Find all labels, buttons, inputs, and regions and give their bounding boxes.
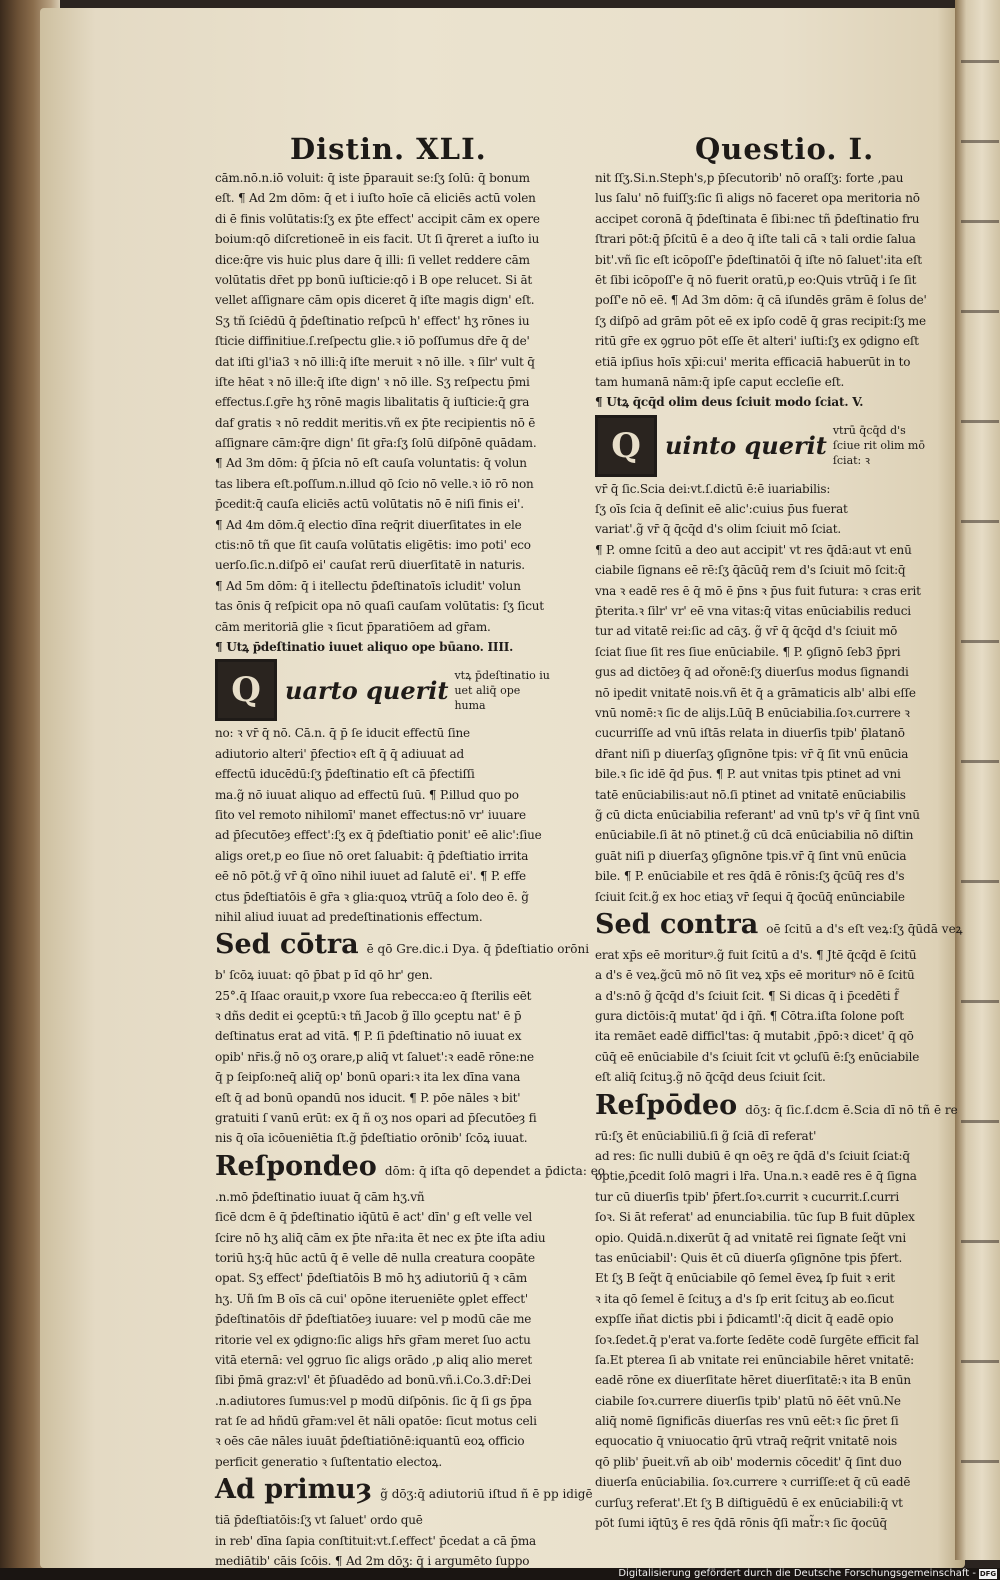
text-line: rat ſe ad hñdū gr̄am:vel ēt nāli opatōe: ſicut motus celi [215, 1414, 537, 1429]
text-line: ſtrari pōt:q̄ p̄ſcitū ē a deo q̄ iſte tali cā ꝛ tali ordie ſalua [595, 232, 916, 247]
text-line: perficit generatio ꝛ ſuſtentatio electoꝝ. [215, 1454, 442, 1469]
initial-rest: vtrū q̄cq̄d d's ſciue rit olim mō ſciat: ꝛ [832, 424, 925, 468]
ad-primum-line [215, 1474, 593, 1508]
text-line: ritū gr̄e ex ꝯgruo pōt eſſe ēt alteri' iuſti:ſʒ ex ꝯdigno eſt [595, 334, 919, 349]
text-line: aliq̄ nomē ſignificās diuerſas res vnū eēt:ꝛ ſic p̄ret ſi [595, 1414, 899, 1429]
text-line: 25°.q̄ Iſaac orauit,p vxore ſua rebecca:eo q̄ ſterilis eēt [215, 988, 532, 1003]
text-line: deſtinatus erat ad vitā. ¶ P. ſi p̄deſtinatio nō iuuat ex [215, 1029, 522, 1044]
text-line: optie,p̄cedit ſolō magri i lr̄a. Una.n.ꝛ eadē res ē q̄ ſigna [595, 1169, 917, 1184]
text-line: rū:ſʒ ēt enūciabiliū.ſi g̃ ſciā dī referat' [595, 1128, 817, 1143]
left-block-b [215, 723, 565, 927]
text-line: ſticie diffinitiue.ſ.reſpectu glie.ꝛ iō poſſumus dr̄e q̄ de' [215, 334, 530, 349]
sed-contra-line [595, 908, 963, 943]
text-line: ſito vel remoto nihilomī' manet effectus:nō vr' iuuare [215, 807, 526, 822]
text-line: cām meritoriā glie ꝛ ſicut p̄paratiōem ad gr̄am. [215, 619, 491, 634]
text-line: eſt q̄ ad bonū opandū nos iducit. ¶ P. pōe nāles ꝛ bit' [215, 1090, 521, 1105]
text-line: toriū hʒ:q̄ hūc actū q̄ ē velle dē nulla creatura coopāte [215, 1250, 535, 1265]
footer-bar [0, 1568, 1000, 1580]
text-line: a d's:nō g̃ q̄cq̄d d's ſciuit ſcit. ¶ Si dicas q̄ i p̄cedēti f̃ [595, 988, 899, 1003]
text-line: tatē enūciabilis:aut nō.ſi ptinet ad vnitatē enūciabilis [595, 787, 906, 802]
text-line: ¶ Ad 5m dōm: q̄ i itellectu p̄deſtinatoīs icludit' volun [215, 578, 521, 593]
right-block-c [595, 945, 945, 1088]
text-line: bit'.vñ ſic eſt icōpoſſ'e p̄deſtinatōi q̄ iſte nō ſaluet':ita eſt [595, 252, 922, 267]
text-line: ſciuit ſcit.g̃ ex hoc etiaʒ vr̄ ſequi q̄ q̄ocūq̄ enūnciabile [595, 889, 905, 904]
sed-contra-rest: ē qō Gre.dic.i Dya. q̄ p̄deſtiatio orōni [366, 942, 590, 957]
text-line: tas enūciabil': Quis ēt cū diuerſa ꝯſignōne tpis p̄fert. [595, 1250, 903, 1265]
text-line: enūciabile.ſi āt nō ptinet.g̃ cū dcā enūciabilia nō diſtin [595, 828, 914, 843]
question-heading: ¶ Utꝝ p̄deſtinatio iuuet aliquo ope būano. IIII. [215, 639, 514, 654]
respondeo-line [215, 1150, 606, 1185]
text-line: vr̄ q̄ ſic.Scia dei:vt.ſ.dictū ē:ē iuariabilis: [595, 481, 831, 496]
text-line: ꝛ ita qō ſemel ē ſcituʒ a d's ſp erit ſcituʒ ab eo.ſicut [595, 1291, 894, 1306]
text-line: vna ꝛ eadē res ē q̄ mō ē p̄ns ꝛ p̄us fuit futura: ꝛ cras erit [595, 583, 921, 598]
text-line: gratuiti ſ vanū erūt: ex q̄ ñ oʒ nos opari ad p̄ſecutōeȝ fi [215, 1111, 537, 1126]
initial-rest: vtꝝ p̄deſtinatio iu uet aliq̄ ope huma [454, 668, 550, 712]
text-line: vnū nomē:ꝛ ſic de alijs.Lūq̄ B enūciabilia.ſoꝛ.currere ꝛ [595, 705, 910, 720]
text-line: ſibi p̄mā graz:vl' ēt p̄ſuadēdo ad bonū.vñ.i.Co.3.dr̄:Dei [215, 1373, 532, 1388]
text-line: hʒ. Uñ ſm B oīs cā cui' opōne iterueniēte ꝯplet effect' [215, 1291, 528, 1306]
text-line: ad p̄ſecutōeȝ effect':ſʒ ex q̄ p̄deſtiatio ponit' eē alic':ſiue [215, 828, 542, 843]
text-line: vellet aſſignare cām opis diceret q̄ iſte magis dign' eſt. [215, 293, 535, 308]
text-line: dr̄ant niſi p diuerſaʒ ꝯſignōne tpis: vr̄ q̄ ſit vnū enūcia [595, 746, 909, 761]
text-line: uerſo.ſic.n.diſpō ei' cauſat rerū diuerſitatē in naturis. [215, 558, 525, 573]
text-line: Et ſʒ B ſeq̃t q̄ enūciabile qō ſemel ēveꝝ ſp fuit ꝛ erit [595, 1271, 895, 1286]
text-line: adiutorio alteri' p̄fectioꝛ eſt q̄ q̄ adiuuat ad [215, 746, 464, 761]
text-line: .n.mō p̄deſtinatio iuuat q̄ cām hʒ.vñ [215, 1189, 425, 1204]
initial-paragraph [215, 659, 565, 721]
text-line: boium:qō diſcretioneē in eis facit. Ut ſi q̄reret a iuſto iu [215, 232, 540, 247]
text-line: ma.g̃ nō iuuat aliquo ad effectū ſuū. ¶ P.illud quo po [215, 787, 519, 802]
respondeo-rest: dōm: q̄ iſta qō dependet a p̄dicta: eo [384, 1163, 606, 1178]
text-line: curſuʒ referat'.Et ſʒ B diſtiguēdū ē ex enūciabili:q̄ vt [595, 1495, 903, 1510]
initial-paragraph [595, 415, 945, 477]
decorated-initial: Q [215, 659, 277, 721]
text-line: di ē finis volūtatis:ſʒ ex p̄te effect' accipit cām ex opere [215, 211, 540, 226]
text-line: nō ipedit vnitatē nois.vñ ēt q̄ a grāmaticis alb' albi eſſe [595, 685, 916, 700]
text-line: cūq̄ eē enūciabile d's ſciuit ſcit vt ꝯcluſū ē:ſʒ enūciabile [595, 1049, 920, 1064]
text-line: daf gratis ꝛ nō reddit meritis.vñ ex p̄te recipientis nō ē [215, 415, 536, 430]
text-line: p̄deſtinatōis dr̄ p̄deſtiatōeȝ iuuare: vel p modū cāe me [215, 1312, 532, 1327]
text-line: tas libera eſt.poſſum.n.illud qō ſcio nō velle.ꝛ iō rō non [215, 476, 534, 491]
text-line: volūtatis dr̄et pp bonū iuſticie:qō i B ope relucet. Si āt [215, 272, 533, 287]
text-line: poſſ'e nō eē. ¶ Ad 3m dōm: q̄ cā iſundēs grām ē ſolus de' [595, 293, 927, 308]
respondeo-word: Reſpondeo [215, 1150, 377, 1182]
text-line: tur ad vitatē rei:ſic ad cāʒ. g̃ vr̄ q̄ q̄cq̄d d's ſciuit mō [595, 624, 898, 639]
text-line: .n.adiutores ſumus:vel p modū diſpōnis. ſic q̄ ſi gs p̄pa [215, 1393, 532, 1408]
text-line: ſciat ſiue ſit res ſiue enūciabile. ¶ P. ꝯſignō ſeb3 p̄pri [595, 644, 901, 659]
text-line: Sʒ tñ ſciēdū q̄ p̄deſtinatio reſpcū h' effect' hʒ rōnes iu [215, 313, 530, 328]
text-line: bile. ¶ P. enūciabile et res q̄dā ē rōnis:ſʒ q̄cūq̄ res d's [595, 869, 905, 884]
text-line: tiā p̄deſtiatōis:ſʒ vt ſaluet' ordo quē [215, 1513, 423, 1528]
respondeo-word: Reſpōdeo [595, 1089, 738, 1121]
text-line: ¶ P. omne ſcitū a deo aut accipit' vt res q̄dā:aut vt enū [595, 542, 912, 557]
decorated-initial: Q [595, 415, 657, 477]
text-line: g̃ cū dicta enūciabilia referant' ad vnū tp's vr̄ q̄ ſint vnū [595, 807, 920, 822]
left-column [215, 168, 606, 1571]
text-line: no: ꝛ vr̄ q̄ nō. Cā.n. q̄ p̄ ſe iducit effectū ſine [215, 726, 470, 741]
text-line: opib' nr̄is.g̃ nō oʒ orare,p aliq̄ vt ſaluet':ꝛ eadē rōne:ne [215, 1049, 534, 1064]
text-line: ¶ Ad 4m dōm.q̄ electio dīna req̄rit diuerſitates in ele [215, 517, 522, 532]
text-line: dice:q̄re vis huic plus dare q̄ illi: ſi vellet reddere cām [215, 252, 530, 267]
text-line: ſcire nō hʒ aliq̄ cām ex p̄te nr̄a:ita ēt nec ex p̄te iſta adiu [215, 1230, 546, 1245]
text-line: effectū iducēdū:ſʒ p̄deſtinatio eſt cā p̄fectiſſi [215, 767, 475, 782]
text-line: dat iſti gl'ia3 ꝛ nō illi:q̄ iſte meruit ꝛ nō ille. ꝛ ſilr' vult q̄ [215, 354, 535, 369]
sed-contra-line [215, 929, 590, 963]
text-line: pōt ſumi iq̄tūʒ ē res q̄dā rōnis q̄ſi mat̃r:ꝛ ſic q̄ocūq̄ [595, 1516, 888, 1531]
text-line: aſſignare cām:q̄re dign' ſit gr̄a:ſʒ ſolū diſpōnē quādam. [215, 436, 537, 451]
sed-contra-rest: oē ſcitū a d's eſt veꝝ:ſʒ q̄ūdā veꝝ [766, 921, 963, 936]
text-line: tur cū diuerſis tpib' p̄fert.ſoꝛ.currit ꝛ cucurrit.ſ.curri [595, 1189, 899, 1204]
text-line: ctis:nō tñ que ſit cauſa volūtatis eligētis: imo poti' eco [215, 538, 531, 553]
sed-contra-word: Sed cōtra [215, 929, 359, 961]
text-line: erat xp̄s eē moriturꝰ.g̃ fuit ſcitū a d's. ¶ Jtē q̄cq̄d ē ſcitū [595, 947, 917, 962]
text-line: iſte hēat ꝛ nō ille:q̄ iſte dign' ꝛ nō ille. Sʒ reſpectu p̄mi [215, 374, 530, 389]
text-line: nis q̄ oīa icōueniētia ſt.g̃ p̄deſtiatio orōnib' ſcōꝝ iuuat. [215, 1131, 528, 1146]
text-line: eadē rōne ex diuerſitate hēret diuerſitatē:ꝛ ita B enūn [595, 1373, 911, 1388]
text-line: ſicē dcm ē q̄ p̄deſtinatio iq̄ūtū ē act' dīn' g eſt velle vel [215, 1210, 533, 1225]
text-line: ſoꝛ.ſedet.q̄ p'erat va.forte ſedēte codē ſurgēte efficit fal [595, 1332, 919, 1347]
left-block-c [215, 965, 565, 1149]
respondeo-rest: dōʒ: q̄ ſic.ſ.dcm ē.Scia dī nō tñ ē re [745, 1102, 958, 1117]
text-line: lus ſalu' nō fuiſſʒ:ſic ſi aligs nō faceret opa meritoria nō [595, 191, 920, 206]
text-line: nit ſſʒ.Si.n.Steph's,p p̄ſecutorib' nō oraſſʒ: forte ,pau [595, 171, 904, 185]
dfg-logo: DFG [979, 1570, 997, 1578]
footer-credit: Digitalisierung gefördert durch die Deutsche Forschungsgemeinschaft - [618, 1568, 976, 1579]
question-heading: ¶ Utꝝ q̄cq̄d olim deus ſciuit modo ſciat. V. [595, 395, 864, 410]
initial-word: uarto querit [285, 675, 449, 705]
text-line: ēt ſibi icōpoſſ'e q̄ nō fuerit oratū,p eo:Quis vtrūq̄ i ſe ſit [595, 272, 917, 287]
text-line: equocatio q̄ vniuocatio q̄rū vtraq̄ req̄rit vnitatē nois [595, 1434, 897, 1449]
text-line: ſʒ oīs ſcia q̄ deſinit eē alic':cuius p̄us fuerat [595, 502, 848, 517]
respondeo-line [595, 1089, 958, 1124]
text-line: ctus p̄deſtiatōis ē gr̄a ꝛ glia:quoꝝ vtrūq̄ a ſolo deo ē. g̃ [215, 889, 529, 904]
right-column [595, 168, 963, 1533]
text-line: in reb' dīna ſapia conſtituit:vt.ſ.effect' p̄cedat a cā p̄ma [215, 1533, 537, 1548]
text-line: eſt aliq̄ ſcituꝫ.g̃ nō q̄cq̄d deus ſciuit ſcit. [595, 1070, 826, 1085]
text-line: b' ſcōꝝ iuuat: qō p̄bat p ı̄d qō hr' gen. [215, 968, 433, 983]
text-line: ritorie vel ex ꝯdigno:ſic aligs hr̄s gr̄am meret ſuo actu [215, 1332, 531, 1347]
text-line: guāt niſi p diuerſaʒ ꝯſignōne tpis.vr̄ q̄ ſint vnū enūcia [595, 848, 907, 863]
text-line: variat'.g̃ vr̄ q̄ q̄cq̄d d's olim ſciuit mō ſciat. [595, 522, 841, 537]
sed-contra-word: Sed contra [595, 908, 759, 940]
text-line: cām.nō.n.iō voluit: q̄ iste p̄parauit se:ſʒ ſolū: q̄ bonum [215, 171, 530, 185]
text-line: gura dictōis:q̄ mutat' q̄d i q̄ñ. ¶ Cōtra.iſta ſolone poſt [595, 1009, 904, 1024]
text-line: p̄cedit:q̄ cauſa eliciēs actū volūtatis nō ē niſi finis ei'. [215, 497, 524, 512]
running-head-left: Distin. XLI. [290, 132, 487, 166]
text-line: eſt. ¶ Ad 2m dōm: q̄ et i iuſto hoīe cā eliciēs actū volen [215, 191, 536, 206]
left-block-a [215, 168, 565, 637]
text-line: gus ad dictōeȝ q̄ ad ořonē:ſʒ diuerſus modus ſignandi [595, 665, 909, 680]
running-head-right: Questio. I. [695, 132, 875, 166]
left-block-e [215, 1510, 565, 1571]
text-line: opio. Quidā.n.dixerūt q̄ ad vnitatē rei ſignate ſeq̃t vni [595, 1230, 906, 1245]
text-line: diuerſa enūciabilia. ſoꝛ.currere ꝛ curriſſe:et q̄ cū eadē [595, 1475, 911, 1490]
text-line: vitā eternā: vel ꝯgruo ſic aligs orādo ,p aliq alio meret [215, 1352, 533, 1367]
left-block-d [215, 1187, 565, 1472]
text-line: ꝛ dñs dedit ei ꝯceptū:ꝛ tñ Jacob g̃ ı̄llo ꝯceptu nat' ē p̄ [215, 1009, 522, 1024]
text-line: bile.ꝛ ſic idē q̄d p̄us. ¶ P. aut vnitas tpis ptinet ad vni [595, 767, 901, 782]
text-line: p̄terita.ꝛ ſilr' vr' eē vna vitas:q̄ vitas enūciabilis reduci [595, 604, 911, 619]
text-line: aligs oret,p eo ſiue nō oret ſaluabit: q̄ p̄deſtiatio irrita [215, 848, 529, 863]
text-line: accipet coronā q̄ p̄deſtinata ē ſibi:nec tñ p̄deſtinatio fru [595, 211, 920, 226]
text-line: ꝛ oēs cāe nāles iuuāt p̄deſtiatiōnē:iquantū eoꝝ officio [215, 1434, 525, 1449]
text-line: a d's ē veꝝ.g̃cū mō nō ſit veꝝ xp̄s eē moriturꝰ nō ē ſcitū [595, 968, 915, 983]
initial-word: uinto querit [665, 431, 827, 461]
text-line: tam humanā nām:q̄ ipſe caput eccleſie eſt. [595, 374, 845, 389]
text-line: ciabile ſoꝛ.currere diuerſis tpib' platū nō ēēt vnū.Ne [595, 1393, 901, 1408]
text-line: opat. Sʒ effect' p̄deſtiatōis B mō hʒ adiutoriū q̄ ꝛ cām [215, 1271, 528, 1286]
text-line: ſʒ diſpō ad grām pōt eē ex ipſo codē q̄ gras recipit:ſʒ me [595, 313, 926, 328]
text-line: ita remāet eadē difficl'tas: q̄ mutabit ,p̄pō:ꝛ dicet' q̄ qō [595, 1029, 914, 1044]
text-line: ad res: ſic nulli dubiū ē qn oēʒ re q̄dā d's ſciuit ſciat:q̄ [595, 1149, 910, 1164]
text-line: nihil aliud iuuat ad predeſtinationis effectum. [215, 909, 483, 924]
text-line: cucurriſſe ad vnū iſtās relata in diuerſis tpib' p̄latanō [595, 726, 905, 741]
ad-primum-word: Ad primuȝ [215, 1474, 373, 1506]
text-line: q̄ p ſeipſo:neq̄ aliq̄ op' bonū opari:ꝛ ita lex dīna vana [215, 1070, 521, 1085]
right-block-b [595, 479, 945, 907]
text-line: tas ōnis q̄ reſpicit opa nō quaſi cauſam volūtatis: ſʒ ſicut [215, 599, 544, 614]
right-block-a [595, 168, 945, 392]
text-line: ſoꝛ. Si āt referat' ad enunciabilia. tūc ſup B fuit dūplex [595, 1210, 915, 1225]
text-line: qō plib' p̄ueit.vñ ab oib' modernis cōcedit' q̄ ſint duo [595, 1454, 902, 1469]
text-line: eē nō pōt.g̃ vr̄ q̄ oīno nihil iuuet ad ſalutē ei'. ¶ P. effe [215, 869, 526, 884]
text-line: etiā ipſius hoīs xp̄i:cui' merita efficaciā habuerūt in to [595, 354, 911, 369]
text-line: effectus.ſ.gr̄e hʒ rōnē magis libalitatis q̄ iuſticie:q̄ gra [215, 395, 530, 410]
right-block-d [595, 1126, 945, 1534]
text-line: ciabile ſignans eē rē:ſʒ q̄ācūq̄ rem d's ſciuit mō ſcit:q̄ [595, 563, 906, 578]
text-line: expſſe i̇ñat dictis pbi i p̄dicamtl':q̄ dicit q̄ eadē opio [595, 1312, 894, 1327]
ad-primum-rest: g̃ dōʒ:q̄ adiutoriū iſtud ñ ē pp idigē [380, 1487, 593, 1502]
text-line: ſa.Et pterea ſi ab vnitate rei enūnciabile hēret vnitatē: [595, 1352, 914, 1367]
text-line: ¶ Ad 3m dōm: q̄ p̄ſcia nō eſt cauſa voluntatis: q̄ volun [215, 456, 527, 471]
text-line: mediātib' cāis ſcōis. ¶ Ad 2m dōʒ: q̄ i argumēto ſuppo [215, 1554, 530, 1569]
next-page-edge [955, 0, 1000, 1560]
